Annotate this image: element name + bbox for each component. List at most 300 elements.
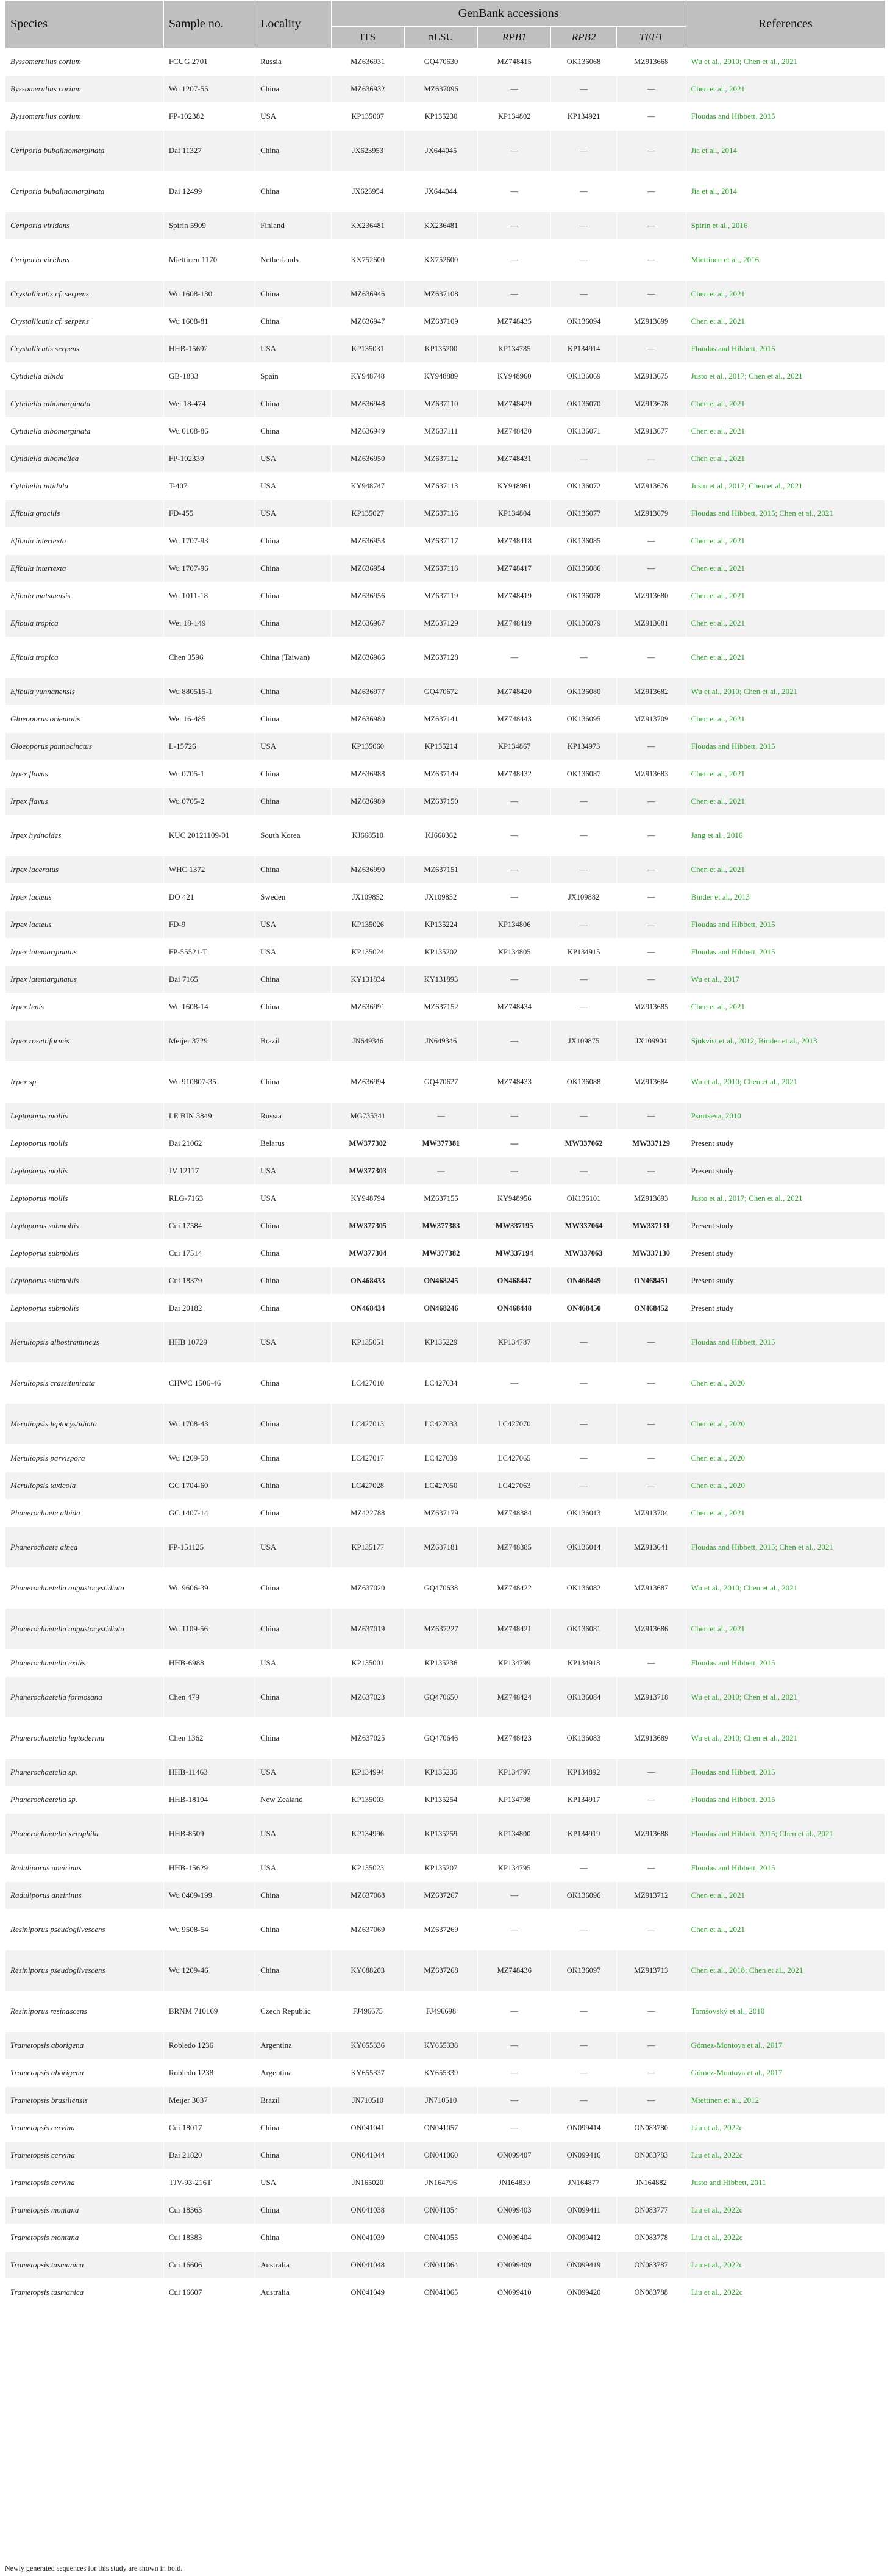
table-row (5, 1950, 885, 1991)
rpb1-cell: — (478, 2114, 551, 2142)
species-cell: Efibula matsuensis (5, 582, 164, 610)
references-cell[interactable]: Wu et al., 2010; Chen et al., 2021 (686, 48, 885, 76)
references-cell[interactable]: Chen et al., 2021 (686, 582, 885, 610)
its-cell: MZ636949 (331, 418, 404, 445)
its-cell: JN649346 (331, 1021, 404, 1062)
references-cell[interactable]: Floudas and Hibbett, 2015; Chen et al., 2021 (686, 1527, 885, 1568)
tef1-cell: — (616, 555, 686, 582)
species-cell: Ceriporia bubalinomarginata (5, 171, 164, 212)
nlsu-cell: MZ637110 (404, 390, 477, 418)
locality-cell: China (255, 1609, 332, 1650)
tef1-cell: — (616, 1909, 686, 1950)
references-cell[interactable]: Justo et al., 2017; Chen et al., 2021 (686, 473, 885, 500)
rpb1-cell: ON468447 (478, 1267, 551, 1295)
its-cell: ON041049 (331, 2279, 404, 2306)
rpb1-cell: — (478, 2059, 551, 2087)
rpb1-cell: — (478, 76, 551, 103)
table-row (5, 1021, 885, 1062)
rpb2-cell: — (551, 1472, 616, 1500)
its-cell: MZ637023 (331, 1677, 404, 1718)
rpb2-cell: OK136095 (551, 706, 616, 733)
references-cell: Present study (686, 1157, 885, 1185)
rpb1-cell: — (478, 1882, 551, 1909)
its-cell: MZ637025 (331, 1718, 404, 1759)
table-row (5, 2087, 885, 2114)
locality-cell: Spain (255, 363, 332, 390)
tef1-cell: — (616, 1650, 686, 1677)
references-cell[interactable]: Chen et al., 2021 (686, 308, 885, 335)
sample-cell: Chen 1362 (163, 1718, 255, 1759)
nlsu-cell: — (404, 1103, 477, 1130)
references-cell[interactable]: Chen et al., 2020 (686, 1472, 885, 1500)
nlsu-cell: KX236481 (404, 212, 477, 240)
references-cell[interactable]: Tomšovský et al., 2010 (686, 1991, 885, 2032)
locality-cell: USA (255, 1814, 332, 1855)
references-cell[interactable]: Chen et al., 2018; Chen et al., 2021 (686, 1950, 885, 1991)
references-cell[interactable]: Chen et al., 2021 (686, 706, 885, 733)
table-row (5, 1500, 885, 1527)
table-row (5, 1882, 885, 1909)
rpb1-cell: KY948956 (478, 1185, 551, 1212)
rpb1-cell: KP134795 (478, 1855, 551, 1882)
rpb2-cell: OK136088 (551, 1062, 616, 1103)
rpb2-cell: OK136078 (551, 582, 616, 610)
its-cell: LC427013 (331, 1404, 404, 1445)
its-cell: KY688203 (331, 1950, 404, 1991)
rpb1-cell: MZ748429 (478, 390, 551, 418)
nlsu-cell: ON041054 (404, 2197, 477, 2224)
header-species: Species (5, 1, 164, 48)
references-cell[interactable]: Jia et al., 2014 (686, 131, 885, 171)
sample-cell: Miettinen 1170 (163, 240, 255, 281)
rpb2-cell: OK136081 (551, 1609, 616, 1650)
references-cell[interactable]: Justo and Hibbett, 2011 (686, 2169, 885, 2197)
references-cell[interactable]: Jang et al., 2016 (686, 815, 885, 856)
its-cell: KX236481 (331, 212, 404, 240)
references-cell[interactable]: Chen et al., 2021 (686, 1609, 885, 1650)
rpb1-cell: — (478, 1103, 551, 1130)
rpb1-cell: MZ748431 (478, 445, 551, 473)
references-cell[interactable]: Floudas and Hibbett, 2015 (686, 939, 885, 966)
sample-cell: LE BIN 3849 (163, 1103, 255, 1130)
table-row (5, 760, 885, 788)
references-cell[interactable]: Chen et al., 2021 (686, 418, 885, 445)
rpb1-cell: MW337195 (478, 1212, 551, 1240)
nlsu-cell: ON468245 (404, 1267, 477, 1295)
tef1-cell: — (616, 856, 686, 884)
table-row (5, 815, 885, 856)
references-cell[interactable]: Chen et al., 2021 (686, 281, 885, 308)
references-cell[interactable]: Liu et al., 2022c (686, 2279, 885, 2306)
rpb1-cell: ON468448 (478, 1295, 551, 1322)
tef1-cell: MZ913688 (616, 1814, 686, 1855)
tef1-cell: MZ913718 (616, 1677, 686, 1718)
species-cell: Irpex rosettiformis (5, 1021, 164, 1062)
sample-cell: GB-1833 (163, 363, 255, 390)
species-cell: Phanerochaetella angustocystidiata (5, 1609, 164, 1650)
references-cell[interactable]: Floudas and Hibbett, 2015 (686, 1786, 885, 1814)
its-cell: KX752600 (331, 240, 404, 281)
references-cell[interactable]: Spirin et al., 2016 (686, 212, 885, 240)
rpb2-cell: OK136013 (551, 1500, 616, 1527)
its-cell: MZ636947 (331, 308, 404, 335)
rpb1-cell: KY948960 (478, 363, 551, 390)
species-cell: Leptoporus mollis (5, 1103, 164, 1130)
its-cell: KP135026 (331, 911, 404, 939)
its-cell: KP135001 (331, 1650, 404, 1677)
sample-cell: Wu 0108-86 (163, 418, 255, 445)
references-cell[interactable]: Psurtseva, 2010 (686, 1103, 885, 1130)
rpb2-cell: OK136071 (551, 418, 616, 445)
tef1-cell: — (616, 966, 686, 993)
table-row (5, 528, 885, 555)
tef1-cell: ON083780 (616, 2114, 686, 2142)
references-cell[interactable]: Justo et al., 2017; Chen et al., 2021 (686, 1185, 885, 1212)
table-row (5, 939, 885, 966)
tef1-cell: MZ913686 (616, 1609, 686, 1650)
references-cell[interactable]: Liu et al., 2022c (686, 2197, 885, 2224)
table-row (5, 2032, 885, 2059)
references-cell: Present study (686, 1212, 885, 1240)
references-cell[interactable]: Wu et al., 2010; Chen et al., 2021 (686, 1568, 885, 1609)
references-cell[interactable]: Floudas and Hibbett, 2015 (686, 335, 885, 363)
references-cell[interactable]: Floudas and Hibbett, 2015 (686, 733, 885, 760)
sample-cell: Wu 0705-2 (163, 788, 255, 815)
sample-cell: KUC 20121109-01 (163, 815, 255, 856)
species-cell: Meruliopsis parvispora (5, 1445, 164, 1472)
references-cell[interactable]: Chen et al., 2021 (686, 788, 885, 815)
locality-cell: China (255, 1295, 332, 1322)
rpb1-cell: KP134785 (478, 335, 551, 363)
table-row (5, 856, 885, 884)
header-its: ITS (331, 27, 404, 48)
locality-cell: China (255, 528, 332, 555)
species-cell: Trametopsis cervina (5, 2142, 164, 2169)
rpb2-cell: JX109875 (551, 1021, 616, 1062)
references-cell[interactable]: Wu et al., 2017 (686, 966, 885, 993)
references-cell[interactable]: Chen et al., 2021 (686, 993, 885, 1021)
rpb1-cell: KP134804 (478, 500, 551, 528)
table-row (5, 1212, 885, 1240)
locality-cell: Argentina (255, 2032, 332, 2059)
locality-cell: Russia (255, 1103, 332, 1130)
sample-cell: Wei 16-485 (163, 706, 255, 733)
locality-cell: China (255, 131, 332, 171)
references-cell[interactable]: Chen et al., 2021 (686, 760, 885, 788)
tef1-cell: — (616, 1404, 686, 1445)
its-cell: ON041039 (331, 2224, 404, 2252)
locality-cell: China (255, 760, 332, 788)
references-cell[interactable]: Chen et al., 2020 (686, 1445, 885, 1472)
table-row (5, 2142, 885, 2169)
locality-cell: USA (255, 2169, 332, 2197)
nlsu-cell: MZ637108 (404, 281, 477, 308)
rpb2-cell: KP134917 (551, 1786, 616, 1814)
table-row (5, 76, 885, 103)
references-cell[interactable]: Sjökvist et al., 2012; Binder et al., 2013 (686, 1021, 885, 1062)
locality-cell: China (255, 555, 332, 582)
references-cell[interactable]: Miettinen et al., 2016 (686, 240, 885, 281)
references-cell[interactable]: Chen et al., 2021 (686, 445, 885, 473)
references-cell[interactable]: Liu et al., 2022c (686, 2114, 885, 2142)
rpb1-cell: MZ748423 (478, 1718, 551, 1759)
locality-cell: China (255, 308, 332, 335)
rpb1-cell: KP134867 (478, 733, 551, 760)
sample-cell: HHB-11463 (163, 1759, 255, 1786)
nlsu-cell: ON468246 (404, 1295, 477, 1322)
rpb2-cell: OK136077 (551, 500, 616, 528)
sample-cell: Robledo 1236 (163, 2032, 255, 2059)
nlsu-cell: JN710510 (404, 2087, 477, 2114)
references-cell[interactable]: Chen et al., 2021 (686, 856, 885, 884)
table-row (5, 1267, 885, 1295)
rpb1-cell: MZ748421 (478, 1609, 551, 1650)
species-cell: Leptoporus submollis (5, 1295, 164, 1322)
references-cell[interactable]: Chen et al., 2021 (686, 555, 885, 582)
nlsu-cell: MZ637179 (404, 1500, 477, 1527)
nlsu-cell: GQ470646 (404, 1718, 477, 1759)
table-row (5, 1157, 885, 1185)
rpb1-cell: KP134797 (478, 1759, 551, 1786)
table-row (5, 1185, 885, 1212)
nlsu-cell: MZ637112 (404, 445, 477, 473)
its-cell: MZ636953 (331, 528, 404, 555)
locality-cell: USA (255, 939, 332, 966)
sample-cell: Wu 0705-1 (163, 760, 255, 788)
locality-cell: China (255, 1568, 332, 1609)
locality-cell: China (255, 1212, 332, 1240)
references-cell[interactable]: Floudas and Hibbett, 2015 (686, 1650, 885, 1677)
tef1-cell: — (616, 1855, 686, 1882)
nlsu-cell: MZ637151 (404, 856, 477, 884)
species-cell: Efibula yunnanensis (5, 678, 164, 706)
its-cell: KY948794 (331, 1185, 404, 1212)
rpb1-cell: — (478, 1991, 551, 2032)
tef1-cell: — (616, 76, 686, 103)
table-row (5, 1568, 885, 1609)
tef1-cell: — (616, 1786, 686, 1814)
references-cell[interactable]: Floudas and Hibbett, 2015; Chen et al., 2021 (686, 500, 885, 528)
header-rpb1 (478, 27, 551, 48)
rpb2-cell: MW337063 (551, 1240, 616, 1267)
sample-cell: Dai 11327 (163, 131, 255, 171)
its-cell: MZ636967 (331, 610, 404, 637)
tef1-cell: — (616, 2059, 686, 2087)
rpb2-cell: JN164877 (551, 2169, 616, 2197)
locality-cell: Australia (255, 2279, 332, 2306)
references-cell[interactable]: Justo et al., 2017; Chen et al., 2021 (686, 363, 885, 390)
nlsu-cell: GQ470650 (404, 1677, 477, 1718)
nlsu-cell: GQ470630 (404, 48, 477, 76)
references-cell[interactable]: Liu et al., 2022c (686, 2142, 885, 2169)
references-cell[interactable]: Wu et al., 2010; Chen et al., 2021 (686, 678, 885, 706)
nlsu-cell: JN164796 (404, 2169, 477, 2197)
references-cell[interactable]: Floudas and Hibbett, 2015 (686, 911, 885, 939)
rpb2-cell: KP134915 (551, 939, 616, 966)
locality-cell: USA (255, 1855, 332, 1882)
references-cell[interactable]: Floudas and Hibbett, 2015; Chen et al., 2021 (686, 1814, 885, 1855)
nlsu-cell: MZ637096 (404, 76, 477, 103)
sample-cell: Dai 12499 (163, 171, 255, 212)
references-cell[interactable]: Chen et al., 2021 (686, 528, 885, 555)
species-cell: Ceriporia viridans (5, 240, 164, 281)
nlsu-cell: ON041064 (404, 2252, 477, 2279)
references-cell[interactable]: Chen et al., 2021 (686, 76, 885, 103)
species-cell: Cytidiella albomarginata (5, 390, 164, 418)
table-row (5, 911, 885, 939)
species-cell: Phanerochaete alnea (5, 1527, 164, 1568)
sample-cell: Wei 18-474 (163, 390, 255, 418)
table-row (5, 1062, 885, 1103)
tef1-cell: ON468451 (616, 1267, 686, 1295)
sample-cell: BRNM 710169 (163, 1991, 255, 2032)
sample-cell: Cui 18017 (163, 2114, 255, 2142)
its-cell: KY655337 (331, 2059, 404, 2087)
tef1-cell: — (616, 1759, 686, 1786)
locality-cell: USA (255, 1527, 332, 1568)
tef1-cell: — (616, 733, 686, 760)
table-row (5, 2224, 885, 2252)
references-cell[interactable]: Miettinen et al., 2012 (686, 2087, 885, 2114)
species-cell: Trametopsis aborigena (5, 2059, 164, 2087)
sample-cell: Robledo 1238 (163, 2059, 255, 2087)
references-cell[interactable]: Gómez-Montoya et al., 2017 (686, 2032, 885, 2059)
rpb2-cell: ON099412 (551, 2224, 616, 2252)
sample-cell: Wei 18-149 (163, 610, 255, 637)
table-row (5, 390, 885, 418)
table-row (5, 2252, 885, 2279)
rpb2-cell: — (551, 1322, 616, 1363)
references-cell[interactable]: Chen et al., 2021 (686, 1500, 885, 1527)
references-cell[interactable]: Chen et al., 2021 (686, 390, 885, 418)
rpb2-cell: — (551, 2087, 616, 2114)
nlsu-cell: MZ637113 (404, 473, 477, 500)
its-cell: MZ636948 (331, 390, 404, 418)
table-row (5, 473, 885, 500)
nlsu-cell: MZ637268 (404, 1950, 477, 1991)
its-cell: JN710510 (331, 2087, 404, 2114)
species-cell: Resiniporus pseudogilvescens (5, 1950, 164, 1991)
species-cell: Irpex latemarginatus (5, 939, 164, 966)
rpb2-cell: — (551, 240, 616, 281)
sample-cell: Wu 1109-56 (163, 1609, 255, 1650)
sample-cell: Cui 18379 (163, 1267, 255, 1295)
references-cell[interactable]: Chen et al., 2021 (686, 1909, 885, 1950)
species-cell: Phanerochaetella xerophila (5, 1814, 164, 1855)
references-cell[interactable]: Chen et al., 2020 (686, 1363, 885, 1404)
references-cell[interactable]: Jia et al., 2014 (686, 171, 885, 212)
its-cell: KP135027 (331, 500, 404, 528)
references-cell[interactable]: Wu et al., 2010; Chen et al., 2021 (686, 1062, 885, 1103)
references-cell[interactable]: Floudas and Hibbett, 2015 (686, 1855, 885, 1882)
species-cell: Irpex lenis (5, 993, 164, 1021)
rpb2-cell: KP134921 (551, 103, 616, 131)
locality-cell: China (255, 418, 332, 445)
references-cell[interactable]: Binder et al., 2013 (686, 884, 885, 911)
its-cell: MZ636988 (331, 760, 404, 788)
references-cell[interactable]: Wu et al., 2010; Chen et al., 2021 (686, 1677, 885, 1718)
tef1-cell: ON083778 (616, 2224, 686, 2252)
table-row (5, 884, 885, 911)
tef1-cell: MW337131 (616, 1212, 686, 1240)
tef1-cell: MZ913681 (616, 610, 686, 637)
table-row (5, 1527, 885, 1568)
tef1-cell: — (616, 1445, 686, 1472)
rpb2-cell: — (551, 131, 616, 171)
species-cell: Cytidiella albida (5, 363, 164, 390)
locality-cell: USA (255, 473, 332, 500)
rpb2-cell: OK136086 (551, 555, 616, 582)
rpb1-cell: KP134798 (478, 1786, 551, 1814)
references-cell[interactable]: Chen et al., 2021 (686, 637, 885, 678)
sample-cell: JV 12117 (163, 1157, 255, 1185)
tef1-cell: MZ913641 (616, 1527, 686, 1568)
tef1-cell: ON083777 (616, 2197, 686, 2224)
references-cell: Present study (686, 1240, 885, 1267)
references-cell[interactable]: Liu et al., 2022c (686, 2252, 885, 2279)
references-cell[interactable]: Gómez-Montoya et al., 2017 (686, 2059, 885, 2087)
rpb1-cell: — (478, 884, 551, 911)
its-cell: KP135007 (331, 103, 404, 131)
locality-cell: China (255, 1062, 332, 1103)
references-cell[interactable]: Liu et al., 2022c (686, 2224, 885, 2252)
tef1-cell: — (616, 788, 686, 815)
references-cell[interactable]: Floudas and Hibbett, 2015 (686, 1759, 885, 1786)
sample-cell: Dai 7165 (163, 966, 255, 993)
tef1-cell: MZ913693 (616, 1185, 686, 1212)
rpb1-cell: — (478, 171, 551, 212)
species-cell: Irpex flavus (5, 788, 164, 815)
references-cell[interactable]: Chen et al., 2021 (686, 1882, 885, 1909)
nlsu-cell: MW377381 (404, 1130, 477, 1157)
sample-cell: Wu 1708-43 (163, 1404, 255, 1445)
tef1-cell: MZ913713 (616, 1950, 686, 1991)
its-cell: MG735341 (331, 1103, 404, 1130)
references-cell[interactable]: Floudas and Hibbett, 2015 (686, 103, 885, 131)
references-cell: Present study (686, 1295, 885, 1322)
table-row (5, 1814, 885, 1855)
rpb1-cell: JN164839 (478, 2169, 551, 2197)
species-cell: Leptoporus submollis (5, 1212, 164, 1240)
nlsu-cell: MZ637141 (404, 706, 477, 733)
sample-cell: FP-151125 (163, 1527, 255, 1568)
its-cell: KY948748 (331, 363, 404, 390)
its-cell: ON041048 (331, 2252, 404, 2279)
rpb1-cell: LC427065 (478, 1445, 551, 1472)
nlsu-cell: MZ637116 (404, 500, 477, 528)
rpb2-cell: ON099419 (551, 2252, 616, 2279)
references-cell[interactable]: Chen et al., 2021 (686, 610, 885, 637)
sample-cell: Cui 18363 (163, 2197, 255, 2224)
references-cell[interactable]: Floudas and Hibbett, 2015 (686, 1322, 885, 1363)
rpb1-cell: KP134806 (478, 911, 551, 939)
references-cell[interactable]: Wu et al., 2010; Chen et al., 2021 (686, 1718, 885, 1759)
sample-cell: Cui 17584 (163, 1212, 255, 1240)
table-body (5, 48, 885, 2306)
its-cell: KP135060 (331, 733, 404, 760)
sample-cell: Wu 1011-18 (163, 582, 255, 610)
table-row (5, 1991, 885, 2032)
references-cell: Present study (686, 1130, 885, 1157)
locality-cell: China (255, 966, 332, 993)
its-cell: KP135024 (331, 939, 404, 966)
sample-cell: FP-102382 (163, 103, 255, 131)
table-row (5, 2197, 885, 2224)
species-cell: Leptoporus mollis (5, 1130, 164, 1157)
references-cell[interactable]: Chen et al., 2020 (686, 1404, 885, 1445)
nlsu-cell: MZ637128 (404, 637, 477, 678)
tef1-cell: MZ913678 (616, 390, 686, 418)
